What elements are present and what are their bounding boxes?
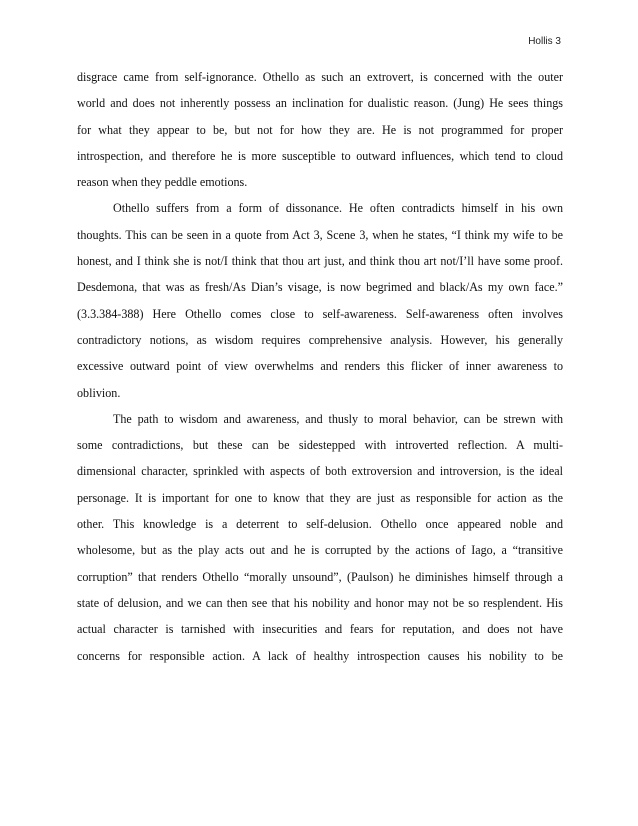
- text-line: thoughts. This can be seen in a quote from Act 3, Scene 3, when he states, “I think my wife to be: [77, 227, 563, 242]
- text-line: contradictory notions, as wisdom requires comprehensive analysis. However, his generally: [77, 332, 563, 347]
- text-line: some contradictions, but these can be sidestepped with introverted reflection. A multi-: [77, 438, 563, 453]
- text-line: Desdemona, that was as fresh/As Dian’s visage, is now begrimed and black/As my own face.”: [77, 280, 563, 295]
- paragraph-2: [77, 195, 563, 405]
- text-line: (3.3.384-388) Here Othello comes close to self-awareness. Self-awareness often involves: [77, 306, 563, 321]
- text-line: world and does not inherently possess an inclination for dualistic reason. (Jung) He sees things: [77, 96, 563, 111]
- text-line: dimensional character, sprinkled with aspects of both extroversion and introversion, is the ideal: [77, 464, 563, 479]
- text-line: other. This knowledge is a deterrent to self-delusion. Othello once appeared noble and: [77, 517, 563, 532]
- text-line: concerns for responsible action. A lack of healthy introspection causes his nobility to be: [77, 648, 563, 663]
- text-line: wholesome, but as the play acts out and he is corrupted by the actions of Iago, a “transitive: [77, 543, 563, 558]
- text-line: The path to wisdom and awareness, and thusly to moral behavior, can be strewn with: [113, 411, 563, 426]
- text-line: corruption” that renders Othello “morally unsound”, (Paulson) he diminishes himself through a: [77, 569, 563, 584]
- text-line: for what they appear to be, but not for how they are. He is not programmed for proper: [77, 122, 563, 137]
- text-line: oblivion.: [77, 385, 121, 400]
- text-line: excessive outward point of view overwhelms and renders this flicker of inner awareness to: [77, 359, 563, 374]
- paragraph-1: [77, 64, 563, 195]
- text-line: Othello suffers from a form of dissonance. He often contradicts himself in his own: [113, 201, 563, 216]
- text-line: disgrace came from self-ignorance. Othello as such an extrovert, is concerned with the outer: [77, 70, 563, 84]
- paragraph-3: [77, 406, 563, 669]
- text-line: state of delusion, and we can then see that his nobility and honor may not be so resplendent. His: [77, 595, 563, 610]
- text-line: personage. It is important for one to know that they are just as responsible for action as the: [77, 490, 563, 505]
- text-line: reason when they peddle emotions.: [77, 175, 248, 190]
- text-line: introspection, and therefore he is more susceptible to outward influences, which tend to cloud: [77, 148, 563, 163]
- text-line: actual character is tarnished with insecurities and fears for reputation, and does not have: [77, 622, 563, 637]
- running-head: Hollis 3: [528, 36, 561, 47]
- text-line: honest, and I think she is not/I think that thou art just, and think thou art not/I’ll have some proof.: [77, 254, 563, 269]
- body-text: [77, 64, 563, 669]
